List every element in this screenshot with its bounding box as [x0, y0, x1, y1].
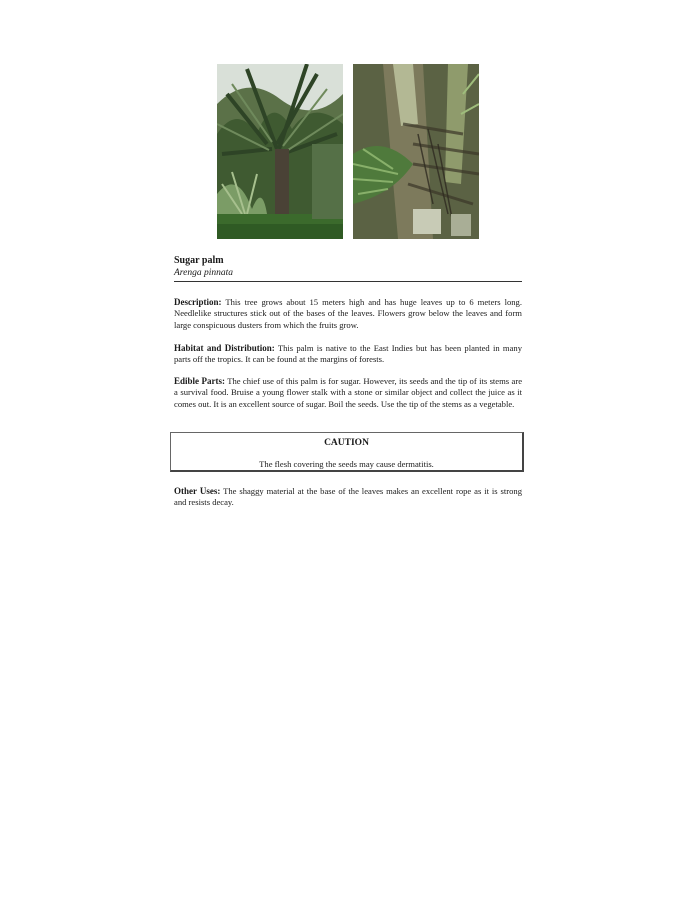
- other-uses-paragraph: [174, 486, 522, 509]
- plant-title-block: [174, 255, 522, 279]
- habitat-text: This palm is native to the East Indies but has been planted in many parts off the tropics. It can be found at the margins of forests.: [174, 343, 522, 365]
- description-paragraph: [174, 297, 522, 331]
- other-uses-text: The shaggy material at the base of the leaves makes an excellent rope as it is strong and resists decay.: [174, 486, 523, 508]
- other-uses-heading: Other Uses:: [174, 486, 221, 496]
- description-text: This tree grows about 15 meters high and has huge leaves up to 6 meters long. Needlelike structures stick out of the bases of the leaves. Flowers grow below the leaves and form large conspicuous dusters from which the fruits grow.: [174, 297, 522, 330]
- palm-tree-photo: [217, 64, 343, 239]
- edible-parts-paragraph: [174, 376, 522, 410]
- caution-text: The flesh covering the seeds may cause dermatitis.: [259, 459, 434, 469]
- palm-trunk-photo: [353, 64, 479, 239]
- habitat-paragraph: [174, 343, 522, 366]
- title-divider: [174, 281, 522, 282]
- description-heading: Description:: [174, 297, 222, 307]
- edible-parts-text: The chief use of this palm is for sugar. However, its seeds and the tip of its stems are a survival food. Bruise a young flower stalk with a stone or similar object and collect the juice as it comes out. It is an excellent source of sugar. Boil the seeds. Use the tip of the stems as a vegetable.: [174, 376, 523, 409]
- caution-title: CAUTION: [324, 438, 369, 448]
- caution-box: [170, 432, 524, 472]
- edible-parts-heading: Edible Parts:: [174, 376, 225, 386]
- plant-latin-name: Arenga pinnata: [174, 268, 234, 278]
- plant-name: Sugar palm: [174, 255, 224, 266]
- habitat-heading: Habitat and Distribution:: [174, 343, 275, 353]
